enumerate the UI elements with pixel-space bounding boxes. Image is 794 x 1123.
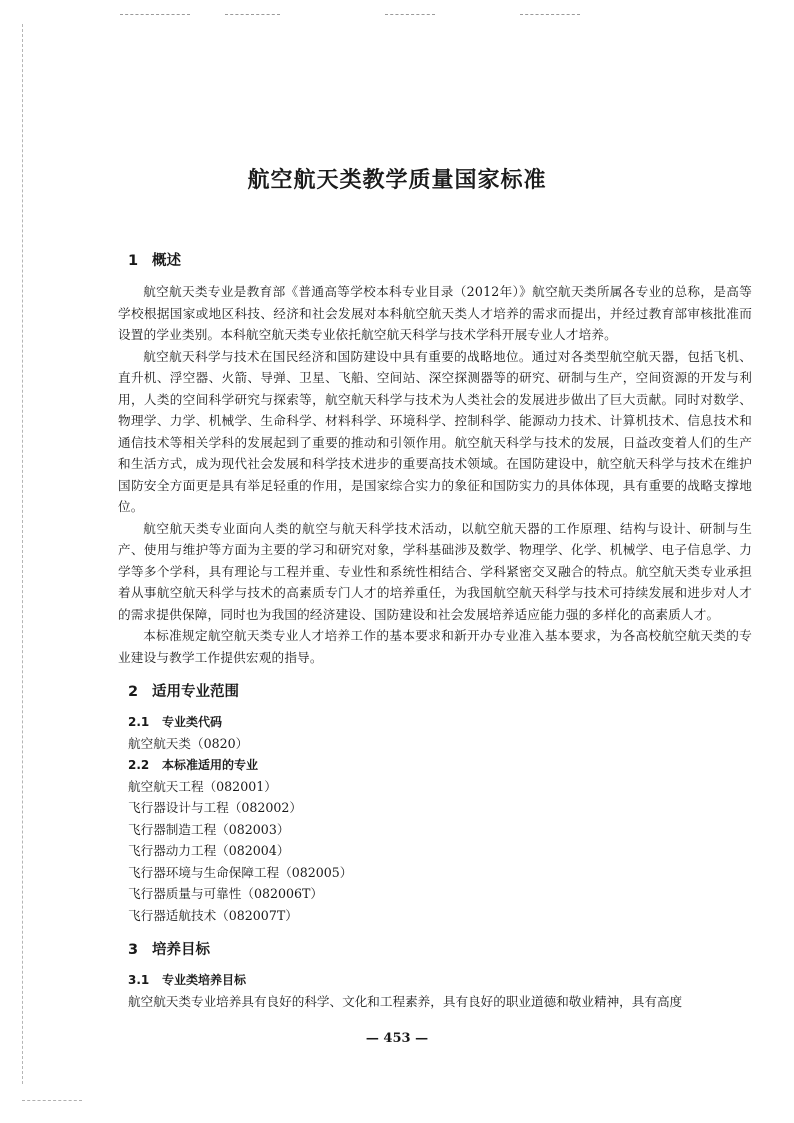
section-heading: [118, 250, 752, 272]
list-item: 飞行器动力工程（082004）: [128, 843, 290, 858]
list-item: 飞行器制造工程（082003）: [128, 821, 290, 837]
section-number: 2: [128, 684, 139, 700]
paragraph: 航空航天类专业面向人类的航空与航天科学技术活动，以航空航天器的工作原理、结构与设计、研制与生产、使用与维护等方面为主要的学习和研究对象，学科基础涉及数学、物理学、化学、机械学、电子信息学、力学等多个学科，具有理论与工程并重、专业性和系统性相结合、学科紧密交叉融合的特点。航空航天类专业承担着从事航空航天科学与技术的高素质专门人才的培养重任，为我国航空航天科学与技术可持续发展和进步对人才的需求提供保障，同时也为我国的经济建设、国防建设和社会发展培养适应能力强的多样化的高素质人才。: [118, 520, 752, 622]
section-title: 培养目标: [152, 942, 210, 958]
section-heading: [118, 681, 752, 703]
document-title: 航空航天类教学质量国家标准: [247, 167, 547, 193]
list-item: 飞行器质量与可靠性（082006T）: [128, 886, 324, 901]
section-title: 适用专业范围: [152, 684, 239, 700]
list-item: 飞行器环境与生命保障工程（082005）: [128, 864, 353, 880]
list-item: 航空航天工程（082001）: [128, 778, 277, 794]
subsection-number: 2.2: [128, 757, 150, 772]
subsection-title: 专业类培养目标: [162, 973, 247, 987]
subsection-number: 3.1: [128, 973, 150, 987]
section-number: 3: [128, 942, 139, 958]
subsection-heading: [118, 970, 752, 991]
page-number: — 453 —: [365, 1031, 429, 1046]
paragraph: 航空航天科学与技术在国民经济和国防建设中具有重要的战略地位。通过对各类型航空航天器，包括飞机、直升机、浮空器、火箭、导弹、卫星、飞船、空间站、深空探测器等的研究、研制与生产，空间资源的开发与利用，人类的空间科学研究与探索等，航空航天科学与技术为人类社会的发展进步做出了巨大贡献。同时对数学、物理学、力学、机械学、生命科学、材料科学、环境科学、控制科学、能源动力技术、计算机技术、信息技术和通信技术等相关学科的发展起到了重要的推动和引领作用。航空航天科学与技术的发展，日益改变着人们的生产和生活方式，成为现代社会发展和科学技术进步的重要高技术领域。在国防建设中，航空航天科学与技术在维护国防安全方面更是具有举足轻重的作用，是国家综合实力的象征和国防实力的具体体现，具有重要的战略支撑地位。: [118, 348, 752, 514]
section-heading: [118, 939, 752, 961]
scan-artifact: [385, 14, 435, 17]
scan-artifact: [520, 14, 580, 17]
paragraph: 航空航天类专业培养具有良好的科学、文化和工程素养，具有良好的职业道德和敬业精神，具有高度: [128, 994, 683, 1009]
subsection-heading: [118, 755, 752, 776]
document-body: [118, 250, 752, 1013]
scan-artifact: [225, 14, 280, 17]
paragraph: 本标准规定航空航天类专业人才培养工作的基本要求和新开办专业准入基本要求，为各高校航空航天类的专业建设与教学工作提供宏观的指导。: [118, 628, 752, 665]
subsection-number: 2.1: [128, 715, 150, 729]
subsection-title: 专业类代码: [162, 715, 223, 729]
list-item: 飞行器设计与工程（082002）: [128, 800, 303, 815]
subsection-title: 本标准适用的专业: [162, 757, 259, 772]
section-title: 概述: [152, 253, 181, 269]
scan-artifact: [120, 14, 190, 17]
list-item: 航空航天类（0820）: [128, 736, 249, 751]
paragraph: 航空航天类专业是教育部《普通高等学校本科专业目录（2012年）》航空航天类所属各专业的总称，是高等学校根据国家或地区科技、经济和社会发展对本科航空航天类人才培养的需求而提出，并经过教育部审核批准而设置的学业类别。本科航空航天类专业依托航空航天科学与技术学科开展专业人才培养。: [118, 284, 752, 342]
section-number: 1: [128, 253, 139, 269]
list-item: 飞行器适航技术（082007T）: [128, 907, 298, 923]
scan-artifact: [22, 1100, 82, 1102]
subsection-heading: [118, 712, 752, 733]
